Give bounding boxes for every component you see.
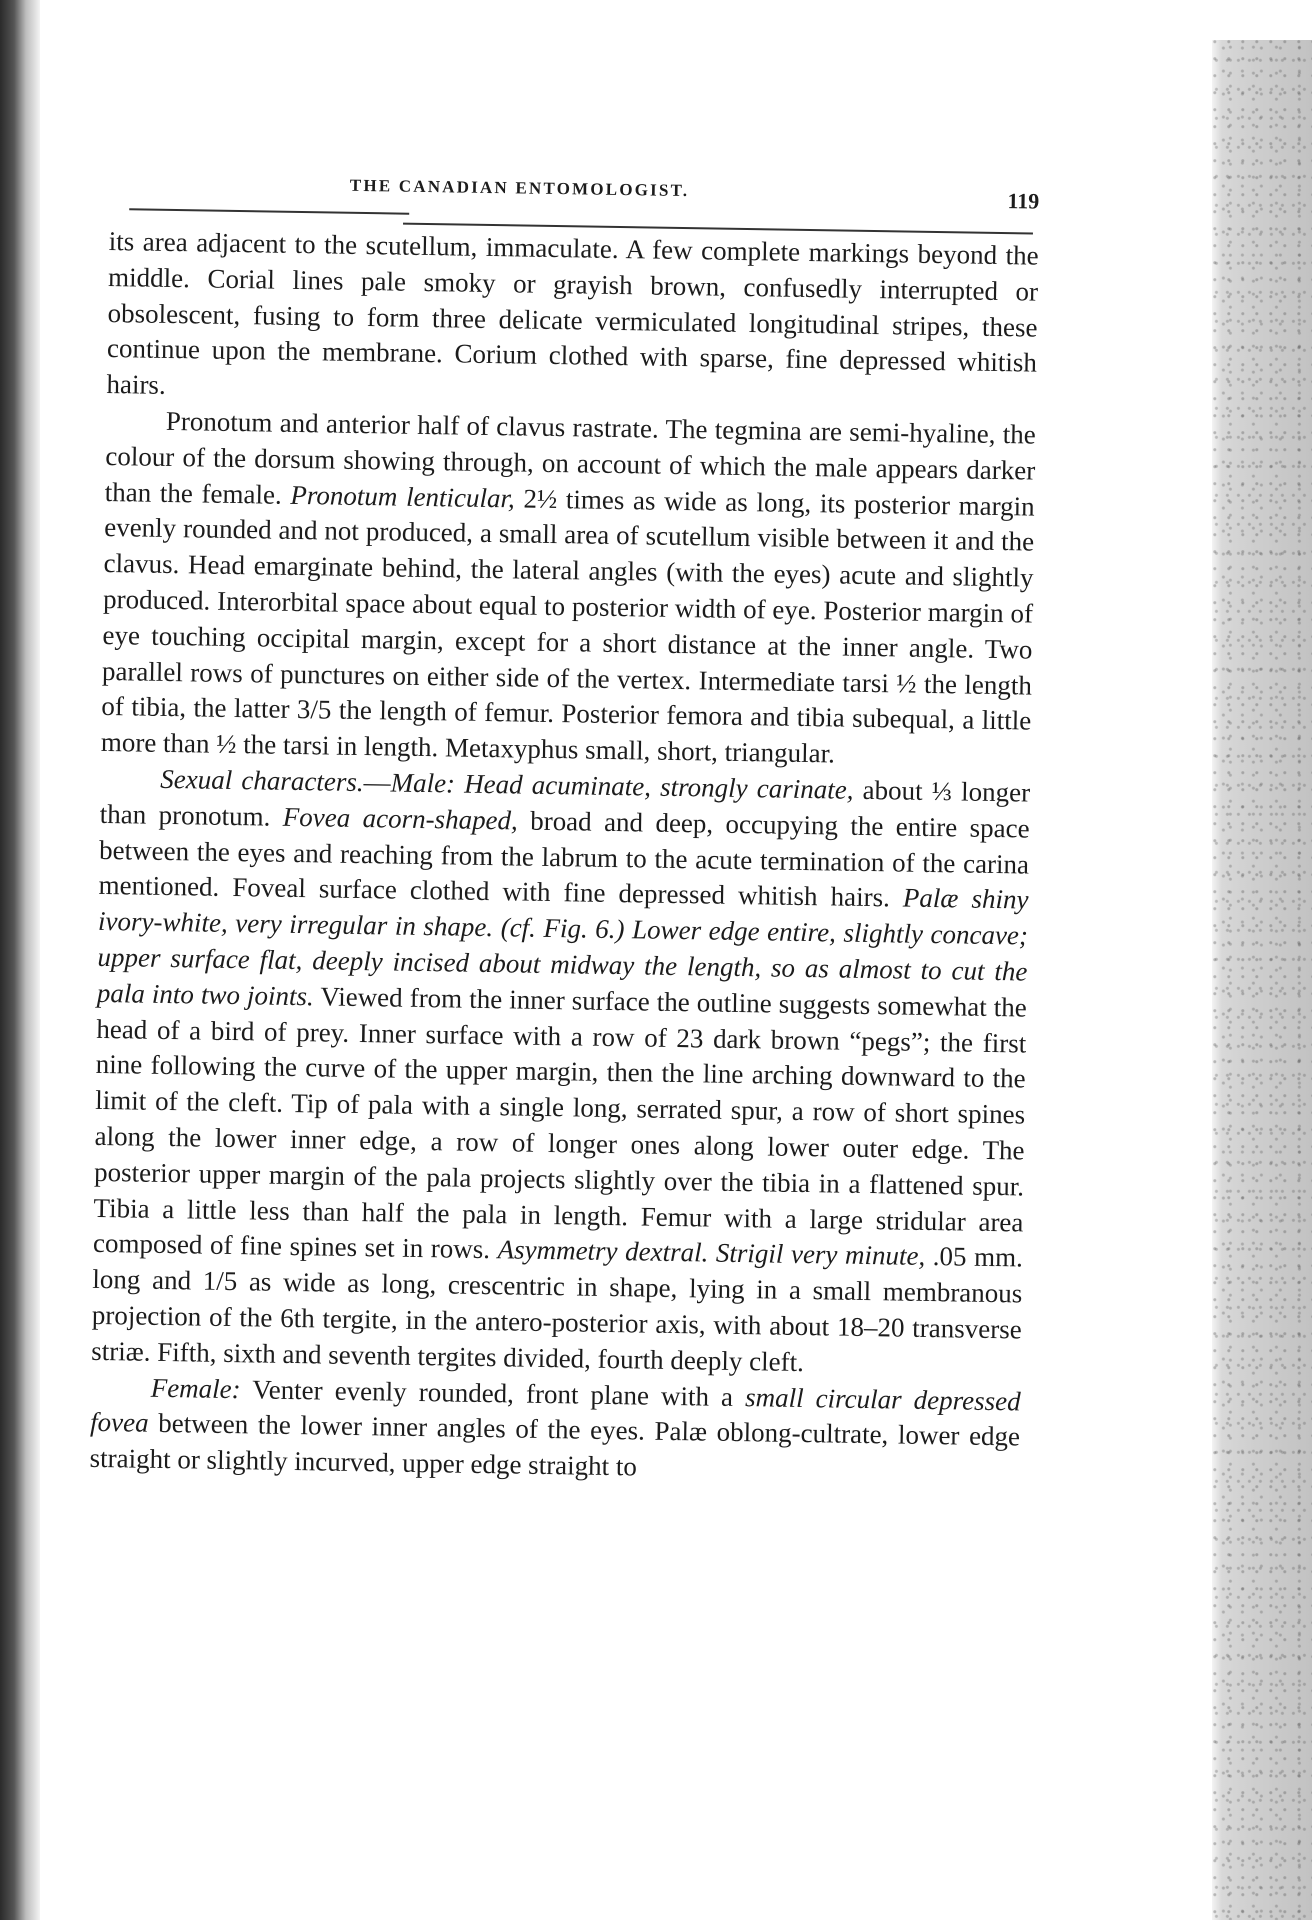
body-text bbox=[89, 224, 1039, 1491]
paragraph-1 bbox=[106, 224, 1039, 418]
text-run: 2½ times as wide as long, its posterior margin evenly rounded and not produced, a small area of scutellum visible between it and the clavus. Head emarginate behind, the lateral angles (with the eyes) acute and slightly produced. Interorbital space about equal to posterior width of eye. Posterior margin of eye touching occipital margin, except for a short distance at the inner angle. Two parallel rows of punctures on either side of the vertex. Intermediate tarsi ½ the length of tibia, the latter 3/5 the length of femur. Posterior femora and tibia subequal, a little more than ½ the tarsi in length. Metaxyphus small, short, triangular. bbox=[100, 482, 1035, 769]
italic-text-run: Male: Head acuminate, strongly carinate, bbox=[390, 767, 854, 805]
paragraph-2 bbox=[101, 403, 1037, 776]
italic-text-run: Asymmetry dextral. Strigil very minute, bbox=[497, 1234, 926, 1272]
text-run: Venter evenly rounded, front plane with a bbox=[240, 1373, 746, 1412]
printed-page bbox=[89, 160, 1060, 1492]
italic-text-run: Female: bbox=[150, 1372, 241, 1404]
italic-text-run: small circular depressed fovea bbox=[89, 1381, 1021, 1439]
running-title: THE CANADIAN ENTOMOLOGIST. bbox=[349, 175, 690, 201]
italic-text-run: Pronotum lenticular, bbox=[290, 479, 516, 513]
paragraph-3 bbox=[91, 761, 1030, 1384]
text-run: about ⅓ longer than pronotum. bbox=[99, 774, 1031, 832]
page-number: 119 bbox=[1007, 188, 1040, 214]
page-edge-texture bbox=[1212, 40, 1312, 1920]
text-run: its area adjacent to the scutellum, immaculate. A few complete markings beyond the middle. Corial lines pale smoky or grayish brown, confusedly interrupted or obsolescent, fusing to form three delicate vermiculated longitudinal stripes, these continue upon the membrane. Corium clothed with sparse, fine depressed whitish hairs. bbox=[106, 225, 1039, 401]
page-header bbox=[109, 160, 1060, 215]
header-rule-left bbox=[129, 208, 409, 214]
italic-text-run: Sexual characters. bbox=[160, 763, 364, 798]
text-run: between the lower inner angles of the eyes. Palæ oblong-cultrate, lower edge straight or slightly incurved, upper edge straight to bbox=[89, 1408, 1021, 1482]
italic-text-run: Fovea acorn-shaped, bbox=[282, 801, 519, 836]
text-run: Viewed from the inner surface the outline suggests somewhat the head of a bird of prey. Inner surface with a row of 23 dark brown “pegs”; the first nine following the curve of the upper margin, then the line arching downward to the limit of the cleft. Tip of pala with a single long, serrated spur, a row of short spines along the lower inner edge, a row of longer ones along lower outer edge. The posterior upper margin of the pala projects slightly over the tibia in a flattened spur. Tibia a little less than half the pala in length. Femur with a large stridular area composed of fine spines set in rows. bbox=[92, 981, 1028, 1265]
text-run: broad and deep, occupying the entire space between the eyes and reaching from the labrum to the acute termination of the carina mentioned. Foveal surface clothed with fine depressed whitish hairs. bbox=[98, 805, 1030, 913]
book-spine-shadow bbox=[0, 0, 40, 1920]
text-run: .05 mm. long and 1/5 as wide as long, crescentric in shape, lying in a small membranous projection of the 6th tergite, in the antero-posterior axis, with about 18–20 transverse striæ. Fifth, sixth and seventh tergites divided, fourth deeply cleft. bbox=[91, 1241, 1024, 1377]
text-run: — bbox=[363, 767, 391, 798]
text-run: Pronotum and anterior half of clavus rastrate. The tegmina are semi-hyaline, the colour of the dorsum showing through, on account of which the male appears darker than the female. bbox=[104, 405, 1037, 510]
italic-text-run: Palæ shiny ivory-white, very irregular in shape. (cf. Fig. 6.) Lower edge entire, slightly concave; upper surface flat, deeply incised about midway the length, so as almost to cut the pala into two joints. bbox=[96, 882, 1029, 1012]
paragraph-4 bbox=[89, 1369, 1021, 1491]
